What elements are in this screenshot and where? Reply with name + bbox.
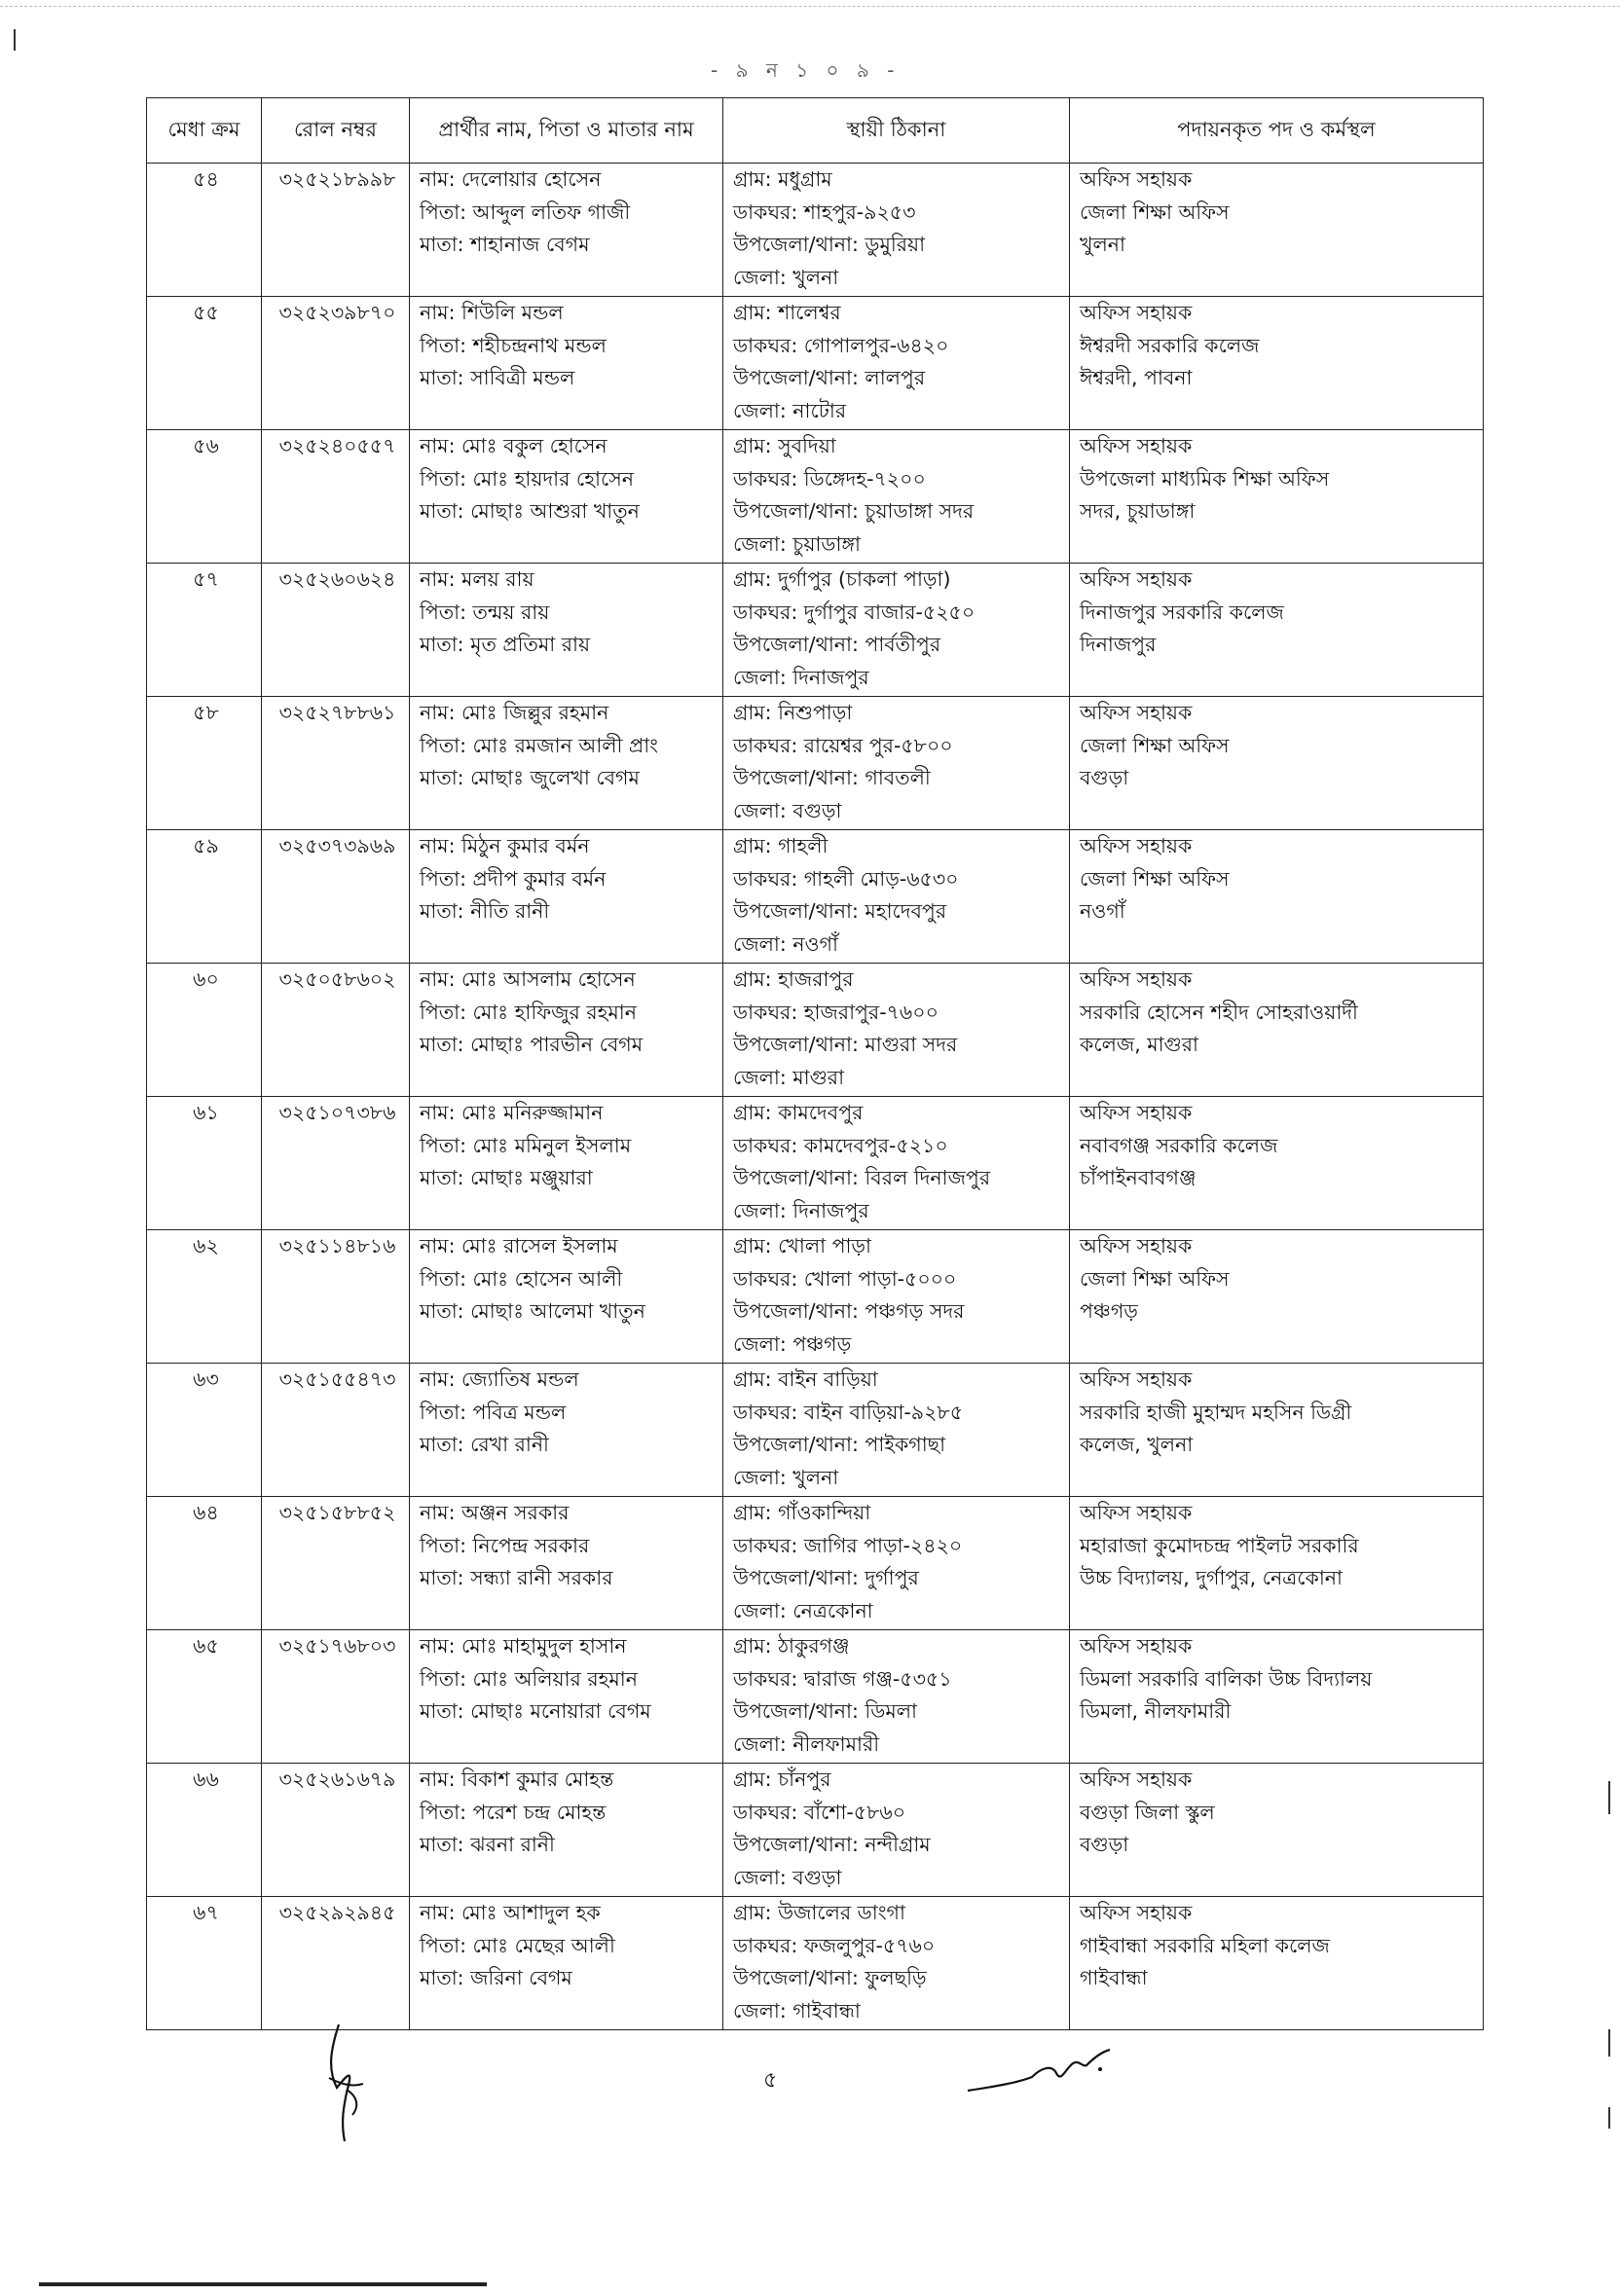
roll-number-cell: [262, 1764, 410, 1897]
merit-serial: ৬২: [193, 1234, 219, 1257]
merit-serial: ৬১: [193, 1101, 219, 1124]
address-district: জেলা: দিনাজপুর: [733, 665, 869, 689]
merit-serial-cell: [147, 697, 262, 830]
merit-serial-cell: [147, 1097, 262, 1230]
posting-line: অফিস সহায়ক: [1080, 301, 1193, 324]
mother-name: মাতা: মোছাঃ জুলেখা বেগম: [420, 766, 640, 789]
address-village: গ্রাম: গাহলী: [733, 834, 828, 857]
table-row: [147, 1764, 1484, 1897]
posting-line: কলেজ, মাগুরা: [1080, 1033, 1198, 1056]
roll-number-cell: [262, 430, 410, 564]
address-post-office: ডাকঘর: রায়েশ্বর পুর-৫৮০০: [733, 733, 953, 757]
column-header-candidate: প্রার্থীর নাম, পিতা ও মাতার নাম: [410, 98, 723, 164]
candidate-name: নাম: বিকাশ কুমার মোহন্ত: [420, 1768, 614, 1791]
roll-number: ৩২৫২৭৮৮৬১: [278, 701, 396, 724]
posting-line: নবাবগঞ্জ সরকারি কলেজ: [1080, 1133, 1278, 1157]
roll-number: ৩২৫২৯২৯৪৫: [278, 1901, 396, 1924]
candidate-cell: [410, 297, 723, 430]
merit-serial: ৬৫: [193, 1634, 219, 1658]
posting-line: মহারাজা কুমোদচন্দ্র পাইলট সরকারি: [1080, 1533, 1359, 1557]
table-row: [147, 1897, 1484, 2030]
address-village: গ্রাম: উজালের ডাংগা: [733, 1901, 905, 1924]
posting-cell: [1070, 164, 1484, 297]
merit-serial-cell: [147, 1497, 262, 1630]
signature-right: [964, 2044, 1139, 2102]
posting-line: ডিমলা, নীলফামারী: [1080, 1699, 1232, 1723]
table-row: [147, 964, 1484, 1097]
posting-line: অফিস সহায়ক: [1080, 567, 1193, 591]
posting-line: অফিস সহায়ক: [1080, 1367, 1193, 1391]
roll-number: ৩২৫১৭৬৮০৩: [278, 1634, 396, 1658]
candidate-cell: [410, 1897, 723, 2030]
posting-line: গাইবান্ধা সরকারি মহিলা কলেজ: [1080, 1933, 1330, 1957]
candidate-name: নাম: মোঃ বকুল হোসেন: [420, 434, 608, 457]
candidate-name: নাম: মোঃ জিল্লুর রহমান: [420, 701, 609, 724]
posting-line: দিনাজপুর সরকারি কলেজ: [1080, 600, 1284, 624]
merit-serial: ৫৪: [193, 167, 219, 191]
merit-serial-cell: [147, 964, 262, 1097]
roll-number: ৩২৫২৪০৫৫৭: [278, 434, 396, 457]
address-village: গ্রাম: কামদেবপুর: [733, 1101, 864, 1124]
address-upazila: উপজেলা/থানা: পার্বতীপুর: [733, 633, 941, 656]
address-district: জেলা: নেত্রকোনা: [733, 1598, 873, 1622]
merit-serial-cell: [147, 164, 262, 297]
roll-number-cell: [262, 564, 410, 697]
merit-serial-cell: [147, 297, 262, 430]
address-district: জেলা: বগুড়া: [733, 1865, 842, 1889]
mother-name: মাতা: ঝরনা রানী: [420, 1833, 555, 1856]
address-village: গ্রাম: হাজরাপুর: [733, 967, 854, 991]
merit-serial-cell: [147, 1630, 262, 1764]
column-header-serial: মেধা ক্রম: [147, 98, 262, 164]
address-cell: [723, 964, 1070, 1097]
merit-serial-cell: [147, 564, 262, 697]
posting-line: পঞ্চগড়: [1080, 1299, 1138, 1323]
posting-line: ঈশ্বরদী, পাবনা: [1080, 366, 1193, 389]
posting-cell: [1070, 830, 1484, 964]
mother-name: মাতা: নীতি রানী: [420, 899, 550, 923]
mother-name: মাতা: মোছাঃ আশুরা খাতুন: [420, 499, 640, 523]
address-upazila: উপজেলা/থানা: দুর্গাপুর: [733, 1566, 919, 1589]
posting-line: অফিস সহায়ক: [1080, 1101, 1193, 1124]
posting-cell: [1070, 1897, 1484, 2030]
address-village: গ্রাম: মধুগ্রাম: [733, 167, 832, 191]
posting-line: চাঁপাইনবাবগঞ্জ: [1080, 1166, 1197, 1189]
address-district: জেলা: চুয়াডাঙ্গা: [733, 531, 861, 556]
mother-name: মাতা: শাহানাজ বেগম: [420, 233, 590, 256]
merit-serial: ৬০: [193, 967, 219, 991]
address-district: জেলা: নীলফামারী: [733, 1731, 880, 1756]
posting-line: উপজেলা মাধ্যমিক শিক্ষা অফিস: [1080, 466, 1330, 491]
roll-number: ৩২৫১৫৮৮৫২: [278, 1501, 396, 1524]
address-district: জেলা: নওগাঁ: [733, 931, 839, 956]
posting-cell: [1070, 1764, 1484, 1897]
candidate-cell: [410, 564, 723, 697]
address-cell: [723, 1764, 1070, 1897]
page-header-mark: - ৯ ন ১ ০ ৯ -: [711, 58, 901, 82]
candidate-cell: [410, 1097, 723, 1230]
address-upazila: উপজেলা/থানা: চুয়াডাঙ্গা সদর: [733, 499, 975, 523]
posting-line: দিনাজপুর: [1080, 633, 1157, 656]
merit-serial: ৬৪: [193, 1501, 219, 1524]
roll-number: ৩২৫০৫৮৬০২: [278, 967, 396, 991]
posting-cell: [1070, 1230, 1484, 1364]
candidate-name: নাম: মোঃ আশাদুল হক: [420, 1901, 601, 1924]
address-district: জেলা: গাইবান্ধা: [733, 1998, 861, 2023]
roll-number-cell: [262, 1897, 410, 2030]
address-upazila: উপজেলা/থানা: মহাদেবপুর: [733, 899, 947, 923]
merit-serial-cell: [147, 1230, 262, 1364]
father-name: পিতা: মোঃ রমজান আলী প্রাং: [420, 733, 658, 757]
posting-cell: [1070, 564, 1484, 697]
address-cell: [723, 1364, 1070, 1497]
posting-cell: [1070, 1630, 1484, 1764]
table-row: [147, 1230, 1484, 1364]
address-upazila: উপজেলা/থানা: ডুমুরিয়া: [733, 233, 926, 256]
posting-line: বগুড়া: [1080, 1833, 1129, 1856]
father-name: পিতা: তন্ময় রায়: [420, 600, 550, 624]
merit-serial-cell: [147, 830, 262, 964]
merit-serial: ৬৩: [193, 1367, 219, 1391]
posting-line: নওগাঁ: [1080, 899, 1125, 923]
mother-name: মাতা: সাবিত্রী মন্ডল: [420, 366, 575, 389]
address-village: গ্রাম: গাঁওকান্দিয়া: [733, 1501, 871, 1524]
candidate-name: নাম: শিউলি মন্ডল: [420, 301, 564, 324]
address-cell: [723, 697, 1070, 830]
address-cell: [723, 1897, 1070, 2030]
address-upazila: উপজেলা/থানা: মাগুরা সদর: [733, 1033, 958, 1056]
merit-serial: ৫৭: [193, 567, 219, 591]
address-upazila: উপজেলা/থানা: ফুলছড়ি: [733, 1966, 927, 1989]
merit-serial-cell: [147, 1897, 262, 2030]
posting-line: অফিস সহায়ক: [1080, 1768, 1193, 1791]
posting-cell: [1070, 697, 1484, 830]
father-name: পিতা: মোঃ মেছের আলী: [420, 1933, 615, 1957]
merit-serial: ৫৮: [193, 701, 219, 724]
scan-border-bottom: [39, 2282, 487, 2286]
posting-line: অফিস সহায়ক: [1080, 1901, 1193, 1924]
posting-line: জেলা শিক্ষা অফিস: [1080, 1266, 1230, 1291]
address-cell: [723, 164, 1070, 297]
column-header-roll: রোল নম্বর: [262, 98, 410, 164]
father-name: পিতা: আব্দুল লতিফ গাজী: [420, 200, 631, 224]
candidate-name: নাম: মোঃ আসলাম হোসেন: [420, 967, 636, 991]
roll-number: ৩২৫২৩৯৮৭০: [278, 301, 396, 324]
address-upazila: উপজেলা/থানা: গাবতলী: [733, 766, 931, 789]
address-village: গ্রাম: ঠাকুরগঞ্জ: [733, 1634, 850, 1658]
father-name: পিতা: মোঃ হায়দার হোসেন: [420, 466, 634, 491]
column-header-posting: পদায়নকৃত পদ ও কর্মস্থল: [1070, 98, 1484, 164]
mother-name: মাতা: মোছাঃ আলেমা খাতুন: [420, 1299, 645, 1323]
roll-number: ৩২৫১১৪৮১৬: [278, 1234, 396, 1257]
address-cell: [723, 830, 1070, 964]
candidate-name: নাম: মোঃ রাসেল ইসলাম: [420, 1234, 618, 1257]
address-village: গ্রাম: সুবদিয়া: [733, 434, 836, 457]
father-name: পিতা: মোঃ হাফিজুর রহমান: [420, 1000, 637, 1024]
table-row: [147, 1364, 1484, 1497]
roll-number-cell: [262, 1497, 410, 1630]
address-upazila: উপজেলা/থানা: নন্দীগ্রাম: [733, 1833, 931, 1856]
address-post-office: ডাকঘর: বাঁশো-৫৮৬০: [733, 1800, 906, 1824]
posting-line: গাইবান্ধা: [1080, 1966, 1148, 1989]
father-name: পিতা: শহীচন্দ্রনাথ মন্ডল: [420, 333, 607, 357]
address-post-office: ডাকঘর: কামদেবপুর-৫২১০: [733, 1133, 948, 1157]
address-upazila: উপজেলা/থানা: বিরল দিনাজপুর: [733, 1166, 991, 1189]
address-cell: [723, 1230, 1070, 1364]
signature-left: [310, 2020, 378, 2146]
table-row: [147, 830, 1484, 964]
address-district: জেলা: দিনাজপুর: [733, 1198, 869, 1222]
address-post-office: ডাকঘর: দ্বারাজ গঞ্জ-৫৩৫১: [733, 1666, 952, 1691]
address-village: গ্রাম: চাঁনপুর: [733, 1768, 831, 1791]
father-name: পিতা: মোঃ মমিনুল ইসলাম: [420, 1133, 632, 1157]
roll-number-cell: [262, 164, 410, 297]
mother-name: মাতা: জরিনা বেগম: [420, 1966, 572, 1989]
address-cell: [723, 430, 1070, 564]
table-row: [147, 430, 1484, 564]
mother-name: মাতা: মৃত প্রতিমা রায়: [420, 633, 591, 656]
posting-line: ডিমলা সরকারি বালিকা উচ্চ বিদ্যালয়: [1080, 1666, 1373, 1691]
candidate-cell: [410, 1630, 723, 1764]
father-name: পিতা: পরেশ চন্দ্র মোহন্ত: [420, 1800, 607, 1824]
roll-number: ৩২৫১০৭৩৮৬: [278, 1101, 396, 1124]
address-district: জেলা: খুলনা: [733, 1465, 839, 1489]
address-district: জেলা: বগুড়া: [733, 798, 842, 822]
roll-number-cell: [262, 697, 410, 830]
posting-line: অফিস সহায়ক: [1080, 967, 1193, 991]
posting-cell: [1070, 297, 1484, 430]
roll-number-cell: [262, 1364, 410, 1497]
table-row: [147, 697, 1484, 830]
father-name: পিতা: প্রদীপ কুমার বর্মন: [420, 866, 607, 891]
candidate-name: নাম: মিঠুন কুমার বর্মন: [420, 834, 590, 857]
address-village: গ্রাম: শালেশ্বর: [733, 301, 841, 324]
father-name: পিতা: মোঃ অলিয়ার রহমান: [420, 1666, 638, 1691]
posting-line: জেলা শিক্ষা অফিস: [1080, 200, 1230, 224]
address-post-office: ডাকঘর: দুর্গাপুর বাজার-৫২৫০: [733, 600, 976, 624]
address-village: গ্রাম: দুর্গাপুর (চাকলা পাড়া): [733, 567, 951, 591]
candidate-cell: [410, 164, 723, 297]
address-village: গ্রাম: নিশুপাড়া: [733, 701, 853, 724]
roll-number: ৩২৫৩৭৩৯৬৯: [278, 834, 396, 857]
mother-name: মাতা: রেখা রানী: [420, 1433, 549, 1456]
posting-line: অফিস সহায়ক: [1080, 434, 1193, 457]
candidate-cell: [410, 830, 723, 964]
father-name: পিতা: পবিত্র মন্ডল: [420, 1400, 567, 1424]
address-district: জেলা: মাগুরা: [733, 1065, 845, 1089]
merit-serial: ৫৯: [193, 834, 219, 857]
address-post-office: ডাকঘর: শাহপুর-৯২৫৩: [733, 200, 916, 224]
posting-line: জেলা শিক্ষা অফিস: [1080, 733, 1230, 757]
table-body: [147, 164, 1484, 2030]
candidate-name: নাম: জ্যোতিষ মন্ডল: [420, 1367, 579, 1391]
posting-line: বগুড়া: [1080, 766, 1129, 789]
roll-number-cell: [262, 830, 410, 964]
address-post-office: ডাকঘর: গোপালপুর-৬৪২০: [733, 333, 949, 357]
merit-serial: ৫৫: [193, 301, 219, 324]
candidate-cell: [410, 1497, 723, 1630]
address-post-office: ডাকঘর: জাগির পাড়া-২৪২০: [733, 1533, 963, 1557]
candidate-name: নাম: মলয় রায়: [420, 567, 534, 591]
posting-line: বগুড়া জিলা স্কুল: [1080, 1800, 1215, 1824]
address-district: জেলা: পঞ্চগড়: [733, 1331, 852, 1356]
scan-border-top: [0, 6, 1620, 8]
merit-serial-cell: [147, 1764, 262, 1897]
candidate-cell: [410, 964, 723, 1097]
address-upazila: উপজেলা/থানা: পঞ্চগড় সদর: [733, 1299, 965, 1323]
address-post-office: ডাকঘর: হাজরাপুর-৭৬০০: [733, 1000, 939, 1024]
posting-cell: [1070, 964, 1484, 1097]
mother-name: মাতা: মোছাঃ মনোয়ারা বেগম: [420, 1699, 651, 1723]
candidate-name: নাম: দেলোয়ার হোসেন: [420, 167, 602, 191]
posting-line: অফিস সহায়ক: [1080, 834, 1193, 857]
address-district: জেলা: নাটোর: [733, 398, 847, 422]
scan-edge-mark-right-1: [1608, 1781, 1610, 1814]
candidate-cell: [410, 1364, 723, 1497]
father-name: পিতা: নিপেন্দ্র সরকার: [420, 1533, 590, 1557]
posting-cell: [1070, 1097, 1484, 1230]
table-row: [147, 1097, 1484, 1230]
column-header-address: স্থায়ী ঠিকানা: [723, 98, 1070, 164]
table-row: [147, 297, 1484, 430]
father-name: পিতা: মোঃ হোসেন আলী: [420, 1266, 623, 1291]
address-post-office: ডাকঘর: ডিঙ্গেদহ-৭২০০: [733, 466, 926, 491]
address-post-office: ডাকঘর: ফজলুপুর-৫৭৬০: [733, 1933, 936, 1957]
address-post-office: ডাকঘর: খোলা পাড়া-৫০০০: [733, 1266, 957, 1291]
candidate-name: নাম: অঞ্জন সরকার: [420, 1501, 570, 1524]
address-upazila: উপজেলা/থানা: পাইকগাছা: [733, 1433, 946, 1456]
posting-line: সরকারি হাজী মুহাম্মদ মহসিন ডিগ্রী: [1080, 1400, 1352, 1424]
candidate-cell: [410, 1764, 723, 1897]
address-cell: [723, 297, 1070, 430]
mother-name: মাতা: সন্ধ্যা রানী সরকার: [420, 1566, 613, 1589]
address-post-office: ডাকঘর: বাইন বাড়িয়া-৯২৮৫: [733, 1400, 964, 1424]
merit-serial-cell: [147, 1364, 262, 1497]
table-row: [147, 1630, 1484, 1764]
roll-number: ৩২৫২১৮৯৯৮: [278, 167, 396, 191]
address-cell: [723, 1497, 1070, 1630]
roll-number-cell: [262, 1630, 410, 1764]
posting-line: জেলা শিক্ষা অফিস: [1080, 866, 1230, 891]
posting-line: অফিস সহায়ক: [1080, 167, 1193, 191]
table-row: [147, 564, 1484, 697]
scan-edge-mark-right-3: [1608, 2107, 1610, 2129]
address-village: গ্রাম: বাইন বাড়িয়া: [733, 1367, 878, 1391]
candidate-name: নাম: মোঃ মনিরুজ্জামান: [420, 1101, 604, 1124]
roll-number: ৩২৫২৬০৬২৪: [278, 567, 396, 591]
roll-number-cell: [262, 1097, 410, 1230]
posting-line: সদর, চুয়াডাঙ্গা: [1080, 499, 1196, 523]
scan-edge-mark-left: [14, 29, 16, 51]
merit-serial: ৫৬: [193, 434, 219, 457]
posting-line: খুলনা: [1080, 233, 1125, 256]
posting-line: সরকারি হোসেন শহীদ সোহরাওয়ার্দী: [1080, 1000, 1358, 1024]
merit-serial: ৬৭: [193, 1901, 219, 1924]
address-post-office: ডাকঘর: গাহলী মোড়-৬৫৩০: [733, 866, 959, 891]
roll-number: ৩২৫১৫৫৪৭৩: [278, 1367, 396, 1391]
table-header-row: [147, 98, 1484, 164]
candidate-cell: [410, 697, 723, 830]
address-upazila: উপজেলা/থানা: ডিমলা: [733, 1699, 917, 1723]
address-village: গ্রাম: খোলা পাড়া: [733, 1234, 872, 1257]
address-cell: [723, 1630, 1070, 1764]
roll-number: ৩২৫২৬১৬৭৯: [278, 1768, 396, 1791]
address-cell: [723, 1097, 1070, 1230]
page-number: ৫: [763, 2068, 778, 2093]
posting-cell: [1070, 1497, 1484, 1630]
candidate-name: নাম: মোঃ মাহামুদুল হাসান: [420, 1634, 627, 1658]
mother-name: মাতা: মোছাঃ পারভীন বেগম: [420, 1033, 644, 1056]
roll-number-cell: [262, 964, 410, 1097]
address-upazila: উপজেলা/থানা: লালপুর: [733, 366, 926, 389]
candidate-cell: [410, 1230, 723, 1364]
posting-line: অফিস সহায়ক: [1080, 701, 1193, 724]
posting-line: ঈশ্বরদী সরকারি কলেজ: [1080, 333, 1260, 357]
roll-number-cell: [262, 1230, 410, 1364]
posting-cell: [1070, 430, 1484, 564]
roll-number-cell: [262, 297, 410, 430]
posting-line: অফিস সহায়ক: [1080, 1234, 1193, 1257]
posting-line: অফিস সহায়ক: [1080, 1634, 1193, 1658]
table-row: [147, 164, 1484, 297]
scan-edge-mark-right-2: [1608, 2029, 1610, 2057]
posting-cell: [1070, 1364, 1484, 1497]
address-cell: [723, 564, 1070, 697]
merit-serial: ৬৬: [193, 1768, 219, 1791]
posting-line: উচ্চ বিদ্যালয়, দুর্গাপুর, নেত্রকোনা: [1080, 1566, 1343, 1589]
merit-serial-cell: [147, 430, 262, 564]
mother-name: মাতা: মোছাঃ মঞ্জুয়ারা: [420, 1166, 593, 1189]
merit-list-table: [146, 97, 1484, 2030]
table-row: [147, 1497, 1484, 1630]
address-district: জেলা: খুলনা: [733, 265, 839, 289]
candidate-cell: [410, 430, 723, 564]
posting-line: অফিস সহায়ক: [1080, 1501, 1193, 1524]
posting-line: কলেজ, খুলনা: [1080, 1433, 1194, 1456]
